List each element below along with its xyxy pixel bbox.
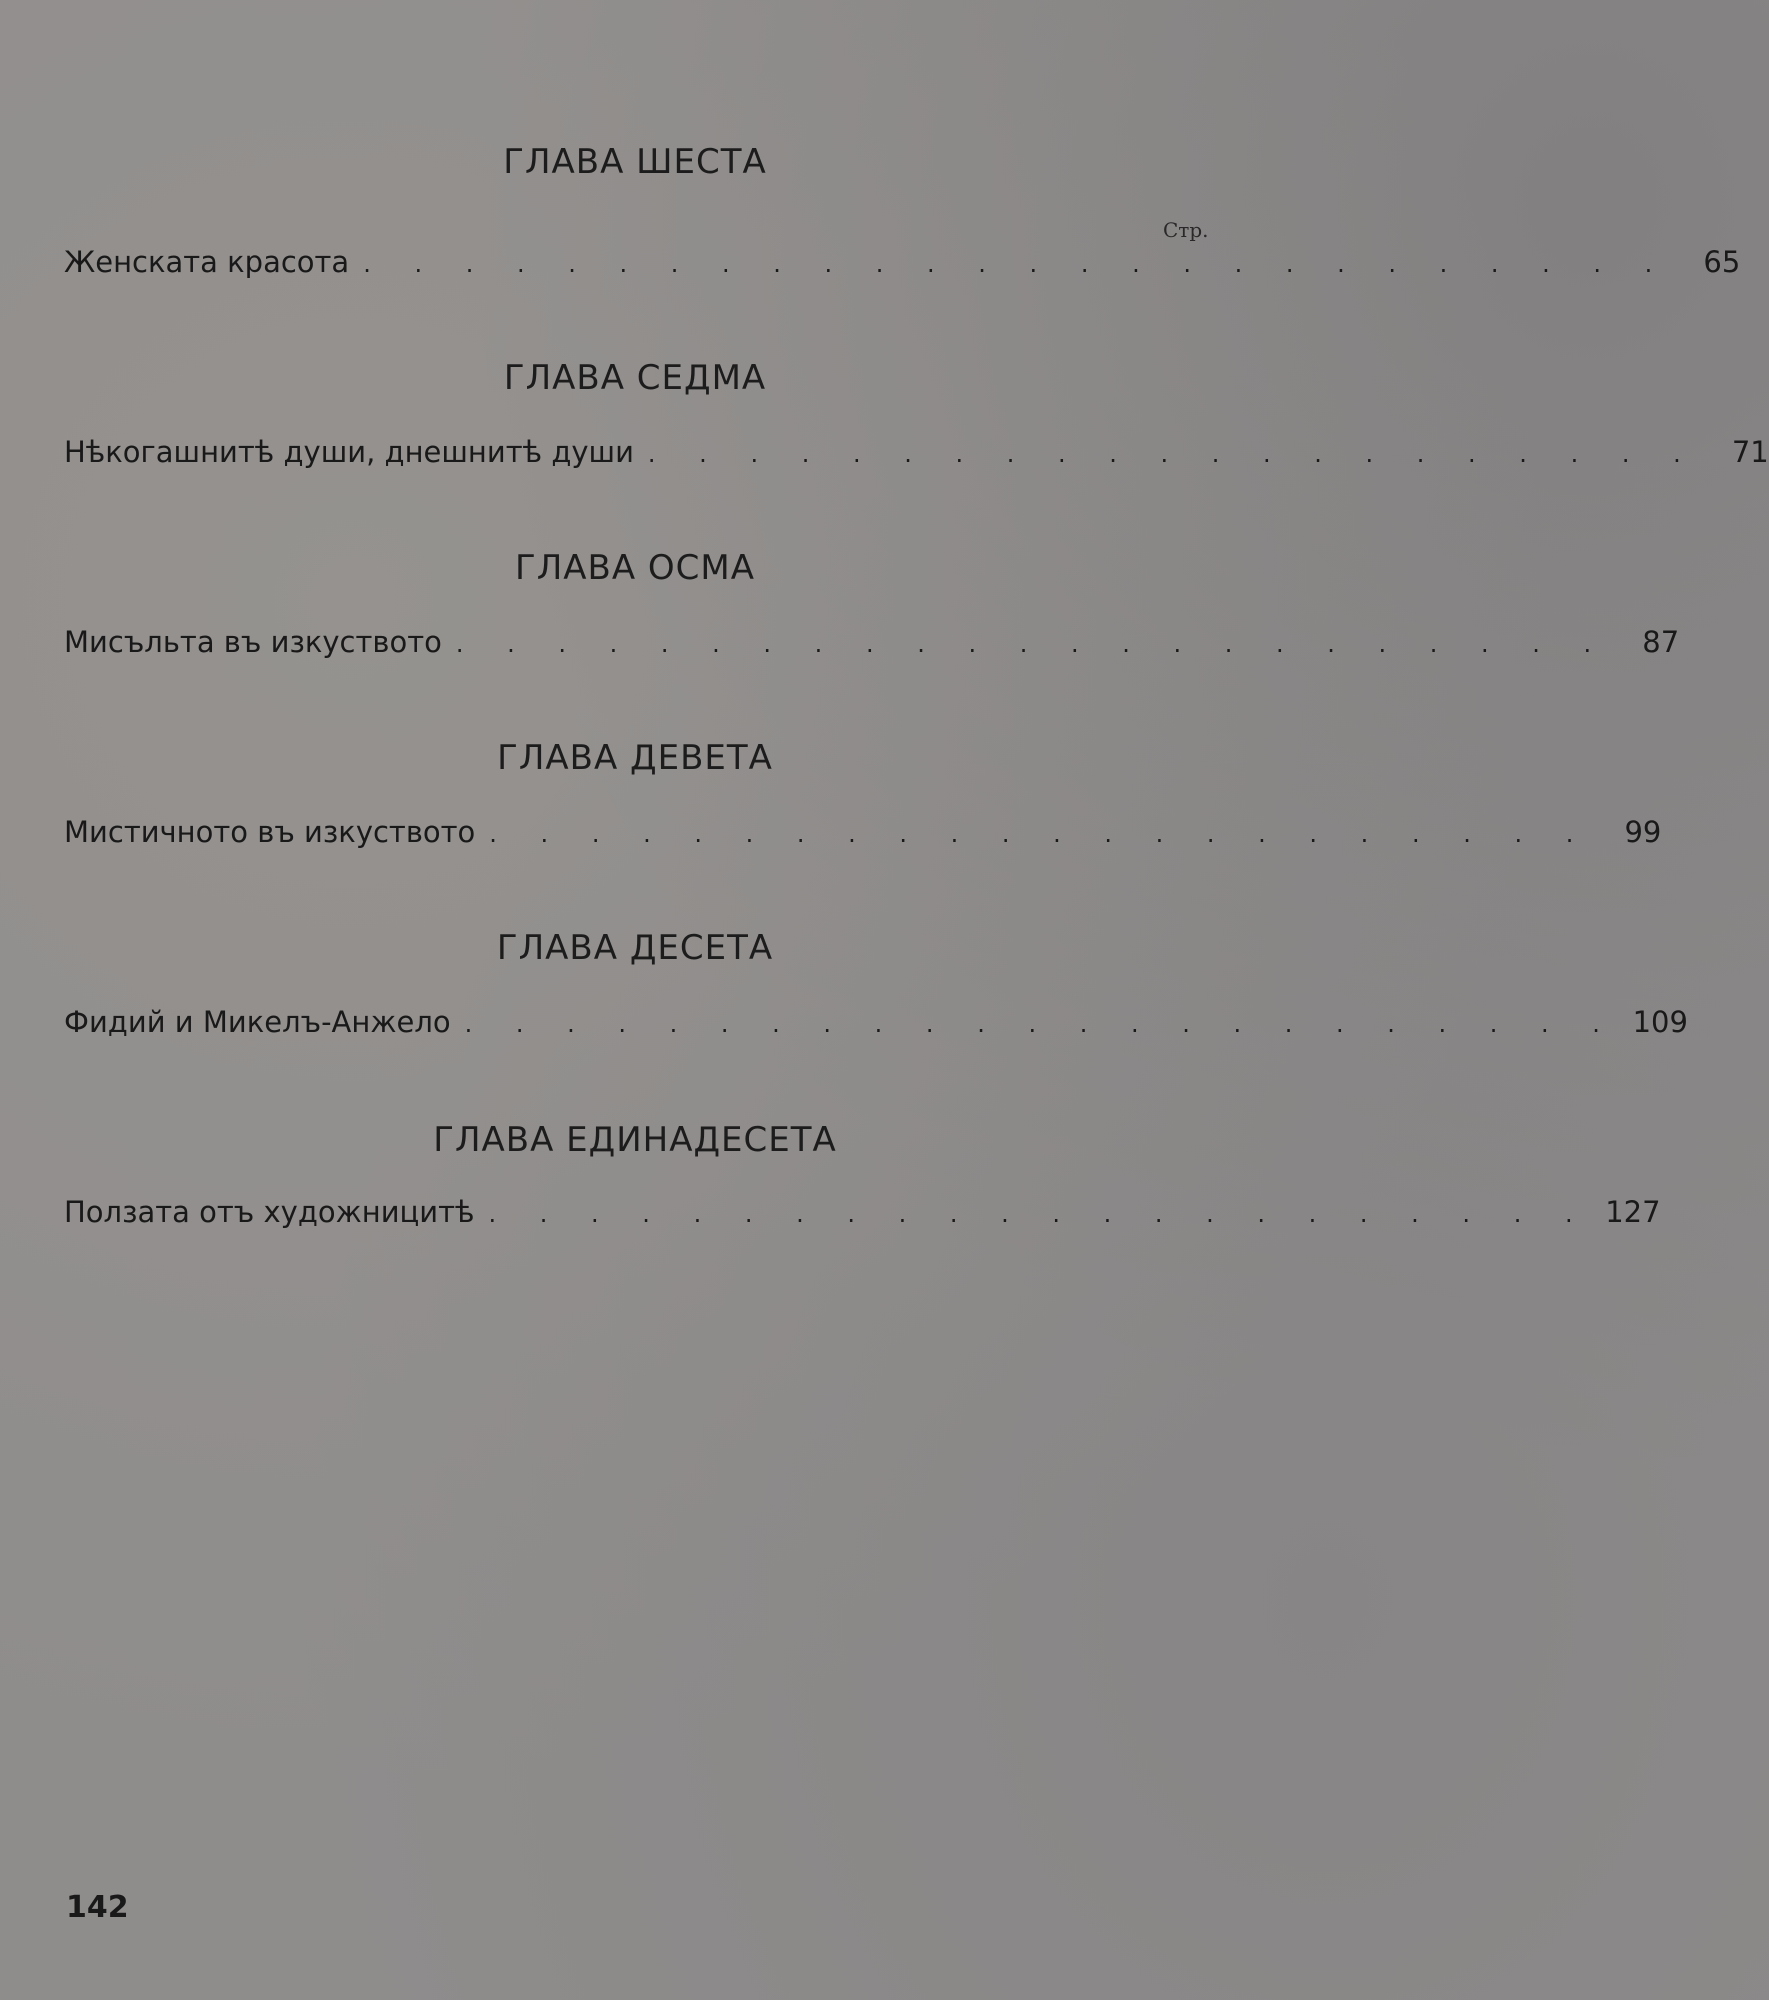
toc-entry[interactable] — [64, 815, 1662, 859]
toc-entry[interactable] — [64, 1195, 1661, 1239]
toc-entry-leader: . . . . . . . . . . . . . . . . . . . . . . . — [464, 1010, 1618, 1038]
toc-entry-title: Ползата отъ художницитѣ — [64, 1195, 475, 1229]
toc-entry-leader: . . . . . . . . . . . . . . . . . . . . . . — [489, 820, 1592, 848]
toc-entry-page: 109 — [1632, 1005, 1688, 1039]
page-number: 142 — [66, 1890, 129, 1925]
toc-entry-page: 87 — [1642, 625, 1680, 659]
toc-entry-page: 127 — [1605, 1195, 1661, 1229]
toc-entry[interactable] — [64, 245, 1741, 289]
page-column-label: Стр. — [1163, 218, 1209, 242]
toc-entry-title: Фидий и Микелъ-Анжело — [64, 1005, 451, 1039]
toc-entry-leader: . . . . . . . . . . . . . . . . . . . . . . . . . . — [363, 250, 1671, 278]
toc-entry-leader: . . . . . . . . . . . . . . . . . . . . . . — [488, 1200, 1591, 1228]
chapter-heading: ГЛАВА ШЕСТА — [503, 142, 767, 182]
chapter-heading: ГЛАВА СЕДМА — [503, 358, 767, 398]
toc-entry-title: Мистичното въ изкуството — [64, 815, 476, 849]
toc-entry-leader: . . . . . . . . . . . . . . . . . . . . . — [647, 440, 1699, 468]
toc-entry-title: Нѣкогашнитѣ души, днешнитѣ души — [64, 435, 634, 469]
chapter-heading: ГЛАВА ОСМА — [514, 548, 756, 588]
toc-entry-page: 99 — [1624, 815, 1662, 849]
toc-entry-leader: . . . . . . . . . . . . . . . . . . . . . . . — [455, 630, 1610, 658]
toc-entry[interactable] — [64, 1005, 1688, 1049]
toc-entry-title: Мисъльта въ изкуството — [64, 625, 442, 659]
chapter-heading: ГЛАВА ДЕВЕТА — [497, 738, 773, 778]
chapter-heading: ГЛАВА ЕДИНАДЕСЕТА — [433, 1120, 837, 1160]
toc-entry-page: 71 — [1731, 435, 1769, 469]
toc-entry-page: 65 — [1703, 245, 1741, 279]
toc-entry-title: Женската красота — [64, 245, 350, 279]
toc-entry[interactable] — [64, 435, 1769, 479]
toc-entry[interactable] — [64, 625, 1680, 669]
chapter-heading: ГЛАВА ДЕСЕТА — [496, 928, 774, 968]
